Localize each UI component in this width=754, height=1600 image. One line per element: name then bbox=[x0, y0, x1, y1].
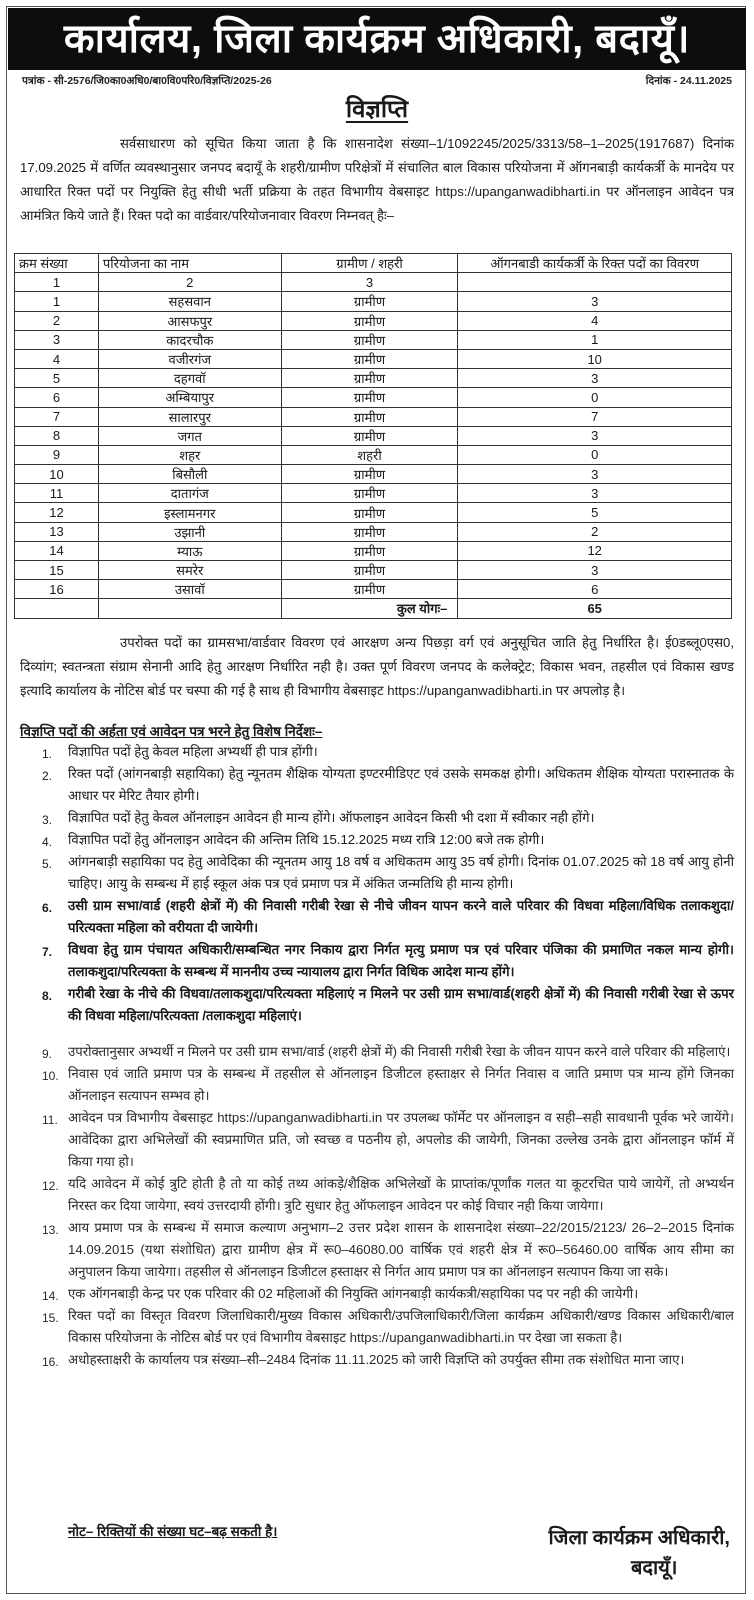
header-area-type: ग्रामीण / शहरी bbox=[281, 254, 458, 273]
area-type-cell: ग्रामीण bbox=[281, 311, 458, 330]
instruction-number: 8. bbox=[42, 989, 53, 1003]
serial-cell: 1 bbox=[15, 292, 99, 311]
vacancy-count-cell: 3 bbox=[458, 292, 732, 311]
project-name-cell: उझानी bbox=[98, 522, 281, 541]
project-name-cell: सालारपुर bbox=[98, 407, 281, 426]
table-row bbox=[15, 330, 732, 349]
vacancy-count-cell: 1 bbox=[458, 330, 732, 349]
project-name-cell: सहसवान bbox=[98, 292, 281, 311]
project-name-cell: दहगवॉ bbox=[98, 369, 281, 388]
table-row bbox=[15, 407, 732, 426]
instruction-text: रिक्त पदों का विस्तृत विवरण जिलाधिकारी/मुख्य विकास अधिकारी/उपजिलाधिकारी/जिला कार्यक्रम अधिकारी/खण्ड विकास अधिकारी/बाल विकास परियोजना के नोटिस बोर्ड पर एवं विभागीय वेबसाइट https://upanganwadibharti.in पर देखा जा सकता है। bbox=[68, 1308, 734, 1345]
instruction-text: विज्ञापित पदों हेतु केवल महिला अभ्यर्थी ही पात्र होंगी। bbox=[68, 744, 318, 759]
vacancy-count-cell: 5 bbox=[458, 503, 732, 522]
total-empty-cell bbox=[98, 599, 281, 618]
column-number bbox=[458, 273, 732, 292]
vacancy-count-cell: 2 bbox=[458, 522, 732, 541]
instruction-text: यदि आवेदन में कोई त्रुटि होती है तो या कोई तथ्य आंकड़े/शैक्षिक अभिलेखों के प्राप्तांक/पूर्णांक गलत या कूटरचित पाये जायेगें, तो अभ्यर्थन निरस्त कर दिया जायेगा, स्वयं उत्तरदायी होंगी। त्रुटि सुधार हेतु ऑफलाइन आवेदन पर कोई विचार नही किया जायेगा। bbox=[68, 1176, 734, 1213]
total-value: 65 bbox=[458, 599, 732, 618]
area-type-cell: ग्रामीण bbox=[281, 369, 458, 388]
total-empty-cell bbox=[15, 599, 99, 618]
project-name-cell: आसफपुर bbox=[98, 311, 281, 330]
table-row bbox=[15, 311, 732, 330]
serial-cell: 4 bbox=[15, 349, 99, 368]
instruction-text: उसी ग्राम सभा/वार्ड (शहरी क्षेत्रों में) की निवासी गरीबी रेखा से नीचे जीवन यापन करने वाले परिवार की विधवा महिला/विधिक तलाकशुदा/परित्यक्ता महिला को वरीयता दी जायेगी। bbox=[68, 898, 734, 935]
vacancy-count-cell: 3 bbox=[458, 484, 732, 503]
instruction-number: 1. bbox=[42, 747, 53, 761]
project-name-cell: कादरचौक bbox=[98, 330, 281, 349]
intro-paragraph: सर्वसाधारण को सूचित किया जाता है कि शासनादेश संख्या–1/1092245/2025/3313/58–1–2025(1917687) दिनांक 17.09.2025 में वर्णित व्यवस्थानुसार जनपद बदायूँ के शहरी/ग्रामीण परिक्षेत्रों में संचालित बाल विकास परियोजना में ऑगनबाड़ी कार्यकर्त्री के मानदेय पर आधारित रिक्त पदों पर नियुक्ति हेतु सीधी भर्ती प्रक्रिया के तहत विभागीय वेबसाइट https://upanganwadibharti.in पर ऑनलाइन आवेदन पत्र आमंत्रित किये जाते हैं। रिक्त पदो का वार्डवार/परियोजनावार विवरण निम्नवत् हैः– bbox=[20, 136, 734, 223]
instruction-text: रिक्त पदों (आंगनबाड़ी सहायिका) हेतु न्यूनतम शैक्षिक योग्यता इण्टरमीडिएट एवं उसके समकक्ष होगी। अधिकतम शैक्षिक योग्यता परास्नातक के आधार पर मेरिट तैयार होगी। bbox=[68, 766, 734, 803]
serial-cell: 2 bbox=[15, 311, 99, 330]
instruction-number: 13. bbox=[42, 1223, 59, 1237]
instruction-number: 10. bbox=[42, 1069, 59, 1083]
project-name-cell: शहर bbox=[98, 445, 281, 464]
instruction-item bbox=[20, 895, 734, 939]
header-vacancies: ऑगनबाडी कार्यकर्त्री के रिक्त पदों का विवरण bbox=[458, 254, 732, 273]
area-type-cell: ग्रामीण bbox=[281, 407, 458, 426]
instruction-number: 16. bbox=[42, 1355, 59, 1369]
signature-location: बदायूँ। bbox=[631, 1557, 678, 1579]
instruction-text: आय प्रमाण पत्र के सम्बन्ध में समाज कल्याण अनुभाग–2 उत्तर प्रदेश शासन के शासनादेश संख्या–22/2015/2123/ 26–2–2015 दिनांक 14.09.2015 (यथा संशोधित) द्वारा ग्रामीण क्षेत्र में रू0–46080.00 वार्षिक एवं शहरी क्षेत्र में रू0–56460.00 वार्षिक आय सीमा का अनुपालन किया जायेगा। तहसील से ऑनलाइन डिजीटल हस्ताक्षर से निर्गत आय प्रमाण पत्र का ऑनलाइन सत्यापन किया जा सके। bbox=[68, 1220, 734, 1279]
notice-date: दिनांक - 24.11.2025 bbox=[645, 75, 732, 87]
table-row bbox=[15, 561, 732, 580]
vacancy-count-cell: 4 bbox=[458, 311, 732, 330]
instruction-item bbox=[20, 1107, 734, 1173]
table-column-number-row bbox=[15, 273, 732, 292]
project-name-cell: इस्लामनगर bbox=[98, 503, 281, 522]
area-type-cell: ग्रामीण bbox=[281, 465, 458, 484]
vacancy-count-cell: 10 bbox=[458, 349, 732, 368]
vacancy-count-cell: 3 bbox=[458, 561, 732, 580]
instruction-text: उपरोक्तानुसार अभ्यर्थी न मिलने पर उसी ग्राम सभा/वार्ड (शहरी क्षेत्रों में) की निवासी गरीबी रेखा के जीवन यापन करने वाले परिवार की महिलाएं। bbox=[68, 1044, 731, 1059]
table-row bbox=[15, 522, 732, 541]
instruction-text: विधवा हेतु ग्राम पंचायत अधिकारी/सम्बन्धित नगर निकाय द्वारा निर्गत मृत्यु प्रमाण पत्र एवं परिवार पंजिका की प्रमाणित नकल मान्य होगी। तलाकशुदा/परित्यक्ता के सम्बन्ध में माननीय उच्च न्यायालय द्वारा निर्गत विधिक आदेश मान्य होंगे। bbox=[68, 942, 734, 979]
reference-number: पत्रांक - सी-2576/जि0का0अधि0/बा0वि0परि0/विज्ञप्ति/2025-26 bbox=[22, 75, 272, 87]
vacancy-count-cell: 7 bbox=[458, 407, 732, 426]
instruction-item bbox=[20, 1173, 734, 1217]
serial-cell: 11 bbox=[15, 484, 99, 503]
signature-block bbox=[548, 1523, 730, 1583]
area-type-cell: ग्रामीण bbox=[281, 292, 458, 311]
column-number: 2 bbox=[98, 273, 281, 292]
serial-cell: 7 bbox=[15, 407, 99, 426]
total-label: कुल योगः– bbox=[281, 599, 458, 618]
table-row bbox=[15, 465, 732, 484]
serial-cell: 8 bbox=[15, 426, 99, 445]
serial-cell: 10 bbox=[15, 465, 99, 484]
signature-designation: जिला कार्यक्रम अधिकारी, bbox=[548, 1527, 730, 1549]
project-name-cell: म्याऊ bbox=[98, 541, 281, 560]
instruction-number: 4. bbox=[42, 835, 53, 849]
column-number: 1 bbox=[15, 273, 99, 292]
project-name-cell: बिसौली bbox=[98, 465, 281, 484]
vacancy-count-cell: 0 bbox=[458, 388, 732, 407]
instruction-text: अधोहस्ताक्षरी के कार्यालय पत्र संख्या–सी–2484 दिनांक 11.11.2025 को जारी विज्ञप्ति को उपर्युक्त सीमा तक संशोधित माना जाए। bbox=[68, 1352, 685, 1367]
table-row bbox=[15, 369, 732, 388]
instruction-item bbox=[20, 983, 734, 1027]
project-name-cell: उसावॉ bbox=[98, 580, 281, 599]
vacancy-count-cell: 0 bbox=[458, 445, 732, 464]
serial-cell: 12 bbox=[15, 503, 99, 522]
instruction-number: 6. bbox=[42, 901, 53, 915]
instruction-text: एक ऑगनबाड़ी केन्द्र पर एक परिवार की 02 महिलाओं की नियुक्ति आंगनबाड़ी कार्यकत्री/सहायिका पद पर नही की जायेगी। bbox=[68, 1286, 639, 1301]
vacancy-table bbox=[14, 253, 732, 619]
serial-cell: 3 bbox=[15, 330, 99, 349]
vacancy-count-cell: 3 bbox=[458, 369, 732, 388]
instruction-item bbox=[20, 939, 734, 983]
project-name-cell: दातागंज bbox=[98, 484, 281, 503]
table-row bbox=[15, 484, 732, 503]
instruction-text: निवास एवं जाति प्रमाण पत्र के सम्बन्ध में तहसील से ऑनलाइन डिजीटल हस्ताक्षर से निर्गत निवास व जाति प्रमाण पत्र मान्य होंगे जिनका ऑनलाइन सत्यापन सम्भव हो। bbox=[68, 1066, 734, 1103]
serial-cell: 6 bbox=[15, 388, 99, 407]
instruction-item bbox=[20, 1305, 734, 1349]
area-type-cell: ग्रामीण bbox=[281, 426, 458, 445]
table-row bbox=[15, 445, 732, 464]
area-type-cell: ग्रामीण bbox=[281, 349, 458, 368]
table-row bbox=[15, 541, 732, 560]
office-title-banner: कार्यालय, जिला कार्यक्रम अधिकारी, बदायूँ। bbox=[8, 8, 746, 70]
instruction-text: विज्ञापित पदों हेतु केवल ऑनलाइन आवेदन ही मान्य होंगे। ऑफलाइन आवेदन किसी भी दशा में स्वीकार नही होंगे। bbox=[68, 810, 595, 825]
instruction-number: 7. bbox=[42, 945, 53, 959]
area-type-cell: ग्रामीण bbox=[281, 561, 458, 580]
serial-cell: 9 bbox=[15, 445, 99, 464]
project-name-cell: जगत bbox=[98, 426, 281, 445]
vacancy-count-cell: 12 bbox=[458, 541, 732, 560]
notice-title bbox=[0, 92, 754, 125]
serial-cell: 16 bbox=[15, 580, 99, 599]
area-type-cell: शहरी bbox=[281, 445, 458, 464]
instruction-number: 15. bbox=[42, 1311, 59, 1325]
instruction-item bbox=[20, 829, 734, 851]
table-row bbox=[15, 580, 732, 599]
area-type-cell: ग्रामीण bbox=[281, 388, 458, 407]
area-type-cell: ग्रामीण bbox=[281, 522, 458, 541]
instruction-item bbox=[20, 1217, 734, 1283]
instruction-text: आंगनबाड़ी सहायिका पद हेतु आवेदिका की न्यूनतम आयु 18 वर्ष व अधिकतम आयु 35 वर्ष होगी। दिनांक 01.07.2025 को 18 वर्ष आयु होनी चाहिए। आयु के सम्बन्ध में हाई स्कूल अंक पत्र एवं प्रमाण पत्र में अंकित जन्मतिथि ही मान्य होगी। bbox=[68, 854, 734, 891]
notice-title-text: विज्ञप्ति bbox=[345, 96, 409, 123]
table-body bbox=[15, 292, 732, 599]
area-type-cell: ग्रामीण bbox=[281, 580, 458, 599]
table-total-row bbox=[15, 599, 732, 618]
table-row bbox=[15, 503, 732, 522]
table-row bbox=[15, 426, 732, 445]
instruction-number: 5. bbox=[42, 857, 53, 871]
instruction-number: 3. bbox=[42, 813, 53, 827]
instruction-text: गरीबी रेखा के नीचे की विधवा/तलाकशुदा/परित्यक्ता महिलाएं न मिलने पर उसी ग्राम सभा/वार्ड(शहरी क्षेत्रों में) की निवासी गरीबी रेखा से ऊपर की विधवा महिला/परित्यक्ता /तलाकशुदा महिलाएं। bbox=[68, 986, 734, 1023]
instruction-number: 11. bbox=[42, 1113, 58, 1127]
instruction-text: विज्ञापित पदों हेतु ऑनलाइन आवेदन की अन्तिम तिथि 15.12.2025 मध्य रात्रि 12:00 बजे तक होगी। bbox=[68, 832, 545, 847]
instruction-item bbox=[20, 1283, 734, 1305]
project-name-cell: समरेर bbox=[98, 561, 281, 580]
header-serial: क्रम संख्या bbox=[15, 254, 99, 273]
vacancy-count-cell: 3 bbox=[458, 426, 732, 445]
instruction-number: 2. bbox=[42, 769, 53, 783]
instructions-heading: विज्ञप्ति पदों की अर्हता एवं आवेदन पत्र भरने हेतु विशेष निर्देशः– bbox=[20, 724, 323, 739]
instruction-item bbox=[20, 807, 734, 829]
instruction-item bbox=[20, 1041, 734, 1063]
instruction-number: 14. bbox=[42, 1289, 59, 1303]
reservation-paragraph: उपरोक्त पदों का ग्रामसभा/वार्डवार विवरण एवं आरक्षण अन्य पिछड़ा वर्ग एवं अनुसूचित जाति हेतु निर्धारित है। ई0डब्लू0एस0, दिव्यांग; स्वतन्त्रता संग्राम सेनानी आदि हेतु आरक्षण निर्धारित नही है। उक्त पूर्ण विवरण जनपद के कलेक्ट्रेट; विकास भवन, तहसील एवं विकास खण्ड इत्यादि कार्यालय के नोटिस बोर्ड पर चस्पा की गई है साथ ही विभागीय वेबसाइट https://upanganwadibharti.in पर अपलोड़ है। bbox=[20, 635, 734, 698]
instruction-text: आवेदन पत्र विभागीय वेबसाइट https://upanganwadibharti.in पर उपलब्ध फॉर्मेट पर ऑनलाइन व सही–सही सावधानी पूर्वक भरे जायेंगे। आवेदिका द्वारा अभिलेखों की स्वप्रमाणित प्रति, जो स्वच्छ व पठनीय हो, अपलोड की जायेगी, जिनका उल्लेख उनके द्वारा ऑनलाइन फॉर्म में किया गया हो। bbox=[68, 1110, 734, 1169]
table-row bbox=[15, 388, 732, 407]
table-header-row bbox=[15, 254, 732, 273]
table-row bbox=[15, 349, 732, 368]
area-type-cell: ग्रामीण bbox=[281, 484, 458, 503]
area-type-cell: ग्रामीण bbox=[281, 541, 458, 560]
instruction-item bbox=[20, 763, 734, 807]
serial-cell: 13 bbox=[15, 522, 99, 541]
vacancy-count-cell: 6 bbox=[458, 580, 732, 599]
vacancy-count-cell: 3 bbox=[458, 465, 732, 484]
instruction-number: 9. bbox=[42, 1047, 53, 1061]
note-text: नोट– रिक्तियों की संख्या घट–बढ़ सकती है। bbox=[68, 1524, 278, 1539]
project-name-cell: अम्बियापुर bbox=[98, 388, 281, 407]
project-name-cell: वजीरगंज bbox=[98, 349, 281, 368]
reference-line bbox=[22, 74, 732, 90]
area-type-cell: ग्रामीण bbox=[281, 330, 458, 349]
instructions-list bbox=[20, 741, 734, 1371]
instruction-number: 12. bbox=[42, 1179, 59, 1193]
serial-cell: 14 bbox=[15, 541, 99, 560]
serial-cell: 15 bbox=[15, 561, 99, 580]
column-number: 3 bbox=[281, 273, 458, 292]
instruction-item bbox=[20, 741, 734, 763]
serial-cell: 5 bbox=[15, 369, 99, 388]
instruction-item bbox=[20, 1063, 734, 1107]
table-row bbox=[15, 292, 732, 311]
header-project: परियोजना का नाम bbox=[98, 254, 281, 273]
instruction-item bbox=[20, 1349, 734, 1371]
instruction-item bbox=[20, 851, 734, 895]
area-type-cell: ग्रामीण bbox=[281, 503, 458, 522]
